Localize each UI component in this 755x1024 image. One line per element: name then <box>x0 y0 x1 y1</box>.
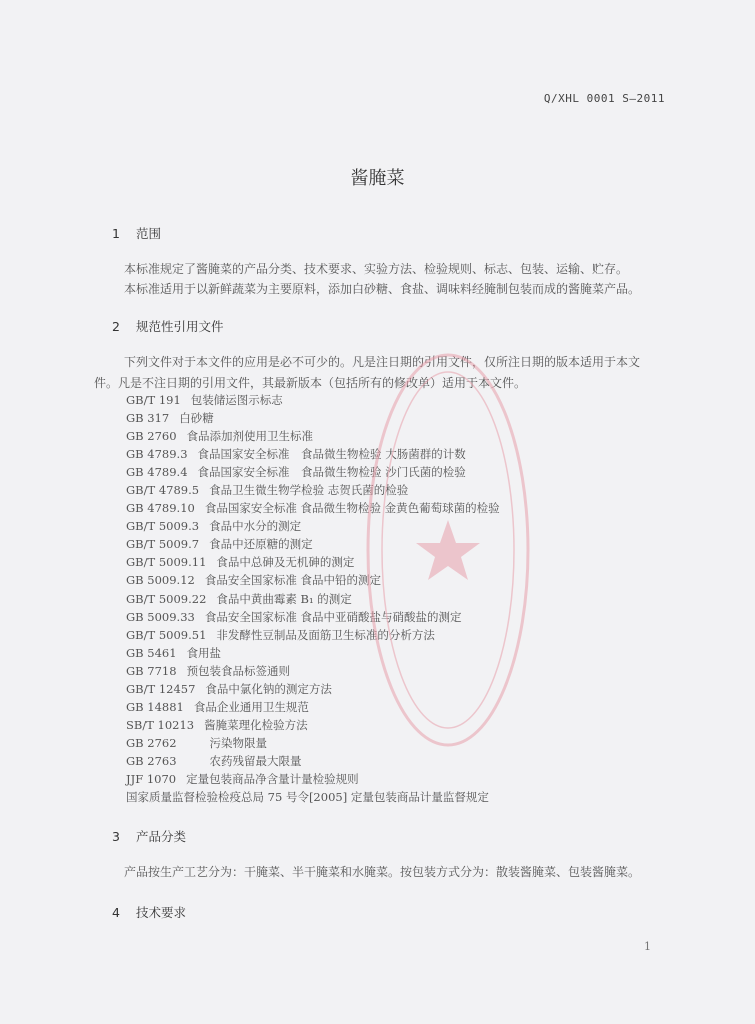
reference-code: GB 4789.3 <box>126 447 188 462</box>
reference-list <box>126 391 666 806</box>
reference-code: GB 317 <box>126 411 170 426</box>
reference-code: GB/T 4789.5 <box>126 483 200 498</box>
reference-item <box>126 427 666 445</box>
reference-code: GB/T 5009.7 <box>126 537 200 552</box>
section-1-number: 1 <box>112 226 120 241</box>
reference-item <box>126 481 666 499</box>
reference-code: GB 5009.33 <box>126 609 195 624</box>
page-number: 1 <box>644 940 651 953</box>
reference-title: 食品中氯化钠的测定方法 <box>205 681 332 696</box>
reference-title: 国家质量监督检验检疫总局 75 号令[2005] 定量包装商品计量监督规定 <box>126 790 489 805</box>
reference-title: 食品国家安全标准 食品微生物检验 沙门氏菌的检验 <box>197 465 466 480</box>
reference-item <box>126 590 666 608</box>
reference-title: 食品安全国家标准 食品中铅的测定 <box>204 573 382 588</box>
reference-item <box>126 535 666 553</box>
section-4-title: 技术要求 <box>135 905 186 920</box>
section-2-heading <box>112 317 224 335</box>
reference-title: 食品添加剂使用卫生标准 <box>186 429 314 444</box>
reference-item <box>126 698 666 716</box>
reference-title: 食品卫生微生物学检验 志贺氏菌的检验 <box>209 483 409 498</box>
reference-title: 白砂糖 <box>179 411 214 426</box>
reference-title: 食品中总砷及无机砷的测定 <box>216 555 355 570</box>
reference-code: GB 2760 <box>126 429 177 444</box>
reference-title: 食品中水分的测定 <box>209 519 302 534</box>
reference-code: GB/T 5009.3 <box>126 519 200 534</box>
reference-item <box>126 463 666 481</box>
reference-code: GB 5461 <box>126 645 177 660</box>
reference-title: 非发酵性豆制品及面筋卫生标准的分析方法 <box>216 627 435 642</box>
reference-code: GB 2762 <box>126 735 177 750</box>
reference-item <box>126 644 666 662</box>
reference-code: GB 4789.4 <box>126 465 188 480</box>
reference-title: 食品安全国家标准 食品中亚硝酸盐与硝酸盐的测定 <box>204 609 462 624</box>
reference-item <box>126 571 666 589</box>
section-1-heading <box>112 224 161 242</box>
reference-title: 食品企业通用卫生规范 <box>193 699 309 714</box>
reference-code: GB/T 191 <box>126 393 181 407</box>
reference-code: GB/T 5009.51 <box>126 627 207 642</box>
reference-title: 定量包装商品净含量计量检验规则 <box>186 771 359 786</box>
section-3-heading <box>112 827 186 845</box>
reference-code: SB/T 10213 <box>126 717 195 732</box>
reference-item <box>126 662 666 680</box>
reference-item <box>126 680 666 698</box>
reference-item <box>126 517 666 535</box>
section-4-heading <box>112 903 186 921</box>
reference-code: GB 14881 <box>126 699 184 714</box>
reference-item <box>126 391 666 409</box>
reference-code: GB 5009.12 <box>126 573 195 588</box>
reference-code: GB 7718 <box>126 663 177 678</box>
reference-item <box>126 770 666 788</box>
section-1-paragraph-2: 本标准适用于以新鲜蔬菜为主要原料，添加白砂糖、食盐、调味料经腌制包装而成的酱腌菜产品。 <box>124 282 641 296</box>
reference-item <box>126 445 666 463</box>
reference-item <box>126 499 666 517</box>
reference-code: GB/T 5009.11 <box>126 555 207 570</box>
reference-item <box>126 752 666 770</box>
section-1-paragraph-1: 本标准规定了酱腌菜的产品分类、技术要求、实验方法、检验规则、标志、包装、运输、贮存。 <box>124 262 629 276</box>
reference-item <box>126 626 666 644</box>
section-2-title: 规范性引用文件 <box>135 319 224 334</box>
section-2-intro-line-1: 下列文件对于本文件的应用是必不可少的。凡是注日期的引用文件，仅所注日期的版本适用于本文 <box>124 355 641 369</box>
section-2-intro <box>94 352 670 394</box>
section-3-number: 3 <box>112 829 120 844</box>
reference-title: 食用盐 <box>186 645 222 660</box>
section-4-number: 4 <box>112 905 120 920</box>
reference-title: 预包装食品标签通则 <box>186 663 291 678</box>
reference-code: GB 4789.10 <box>126 501 195 516</box>
reference-title: 食品国家安全标准 食品微生物检验 大肠菌群的计数 <box>197 447 466 462</box>
reference-code: JJF 1070 <box>126 771 177 786</box>
reference-item <box>126 608 666 626</box>
reference-item <box>126 409 666 427</box>
section-3-paragraph: 产品按生产工艺分为：干腌菜、半干腌菜和水腌菜。按包装方式分为：散装酱腌菜、包装酱腌菜。 <box>124 865 641 879</box>
section-2-number: 2 <box>112 319 120 334</box>
reference-code: GB 2763 <box>126 753 177 768</box>
reference-title: 污染物限量 <box>186 735 268 750</box>
reference-title: 食品中黄曲霉素 B₁ 的测定 <box>216 591 352 606</box>
reference-item <box>126 553 666 571</box>
reference-title: 食品国家安全标准 食品微生物检验 金黄色葡萄球菌的检验 <box>204 501 500 516</box>
document-title: 酱腌菜 <box>350 168 405 189</box>
standard-code: Q/XHL 0001 S—2011 <box>543 92 665 105</box>
section-1-title: 范围 <box>135 226 161 241</box>
section-3-title: 产品分类 <box>135 829 186 844</box>
section-2-intro-line-2: 件。凡是不注日期的引用文件，其最新版本（包括所有的修改单）适用于本文件。 <box>94 376 527 390</box>
reference-title: 农药残留最大限量 <box>186 753 302 768</box>
reference-code: GB/T 5009.22 <box>126 591 207 606</box>
reference-code: GB/T 12457 <box>126 681 196 696</box>
reference-title: 包装储运图示标志 <box>190 393 283 407</box>
reference-item <box>126 734 666 752</box>
reference-title: 食品中还原糖的测定 <box>209 537 313 552</box>
reference-title: 酱腌菜理化检验方法 <box>204 717 308 732</box>
reference-item <box>126 788 666 806</box>
reference-item <box>126 716 666 734</box>
